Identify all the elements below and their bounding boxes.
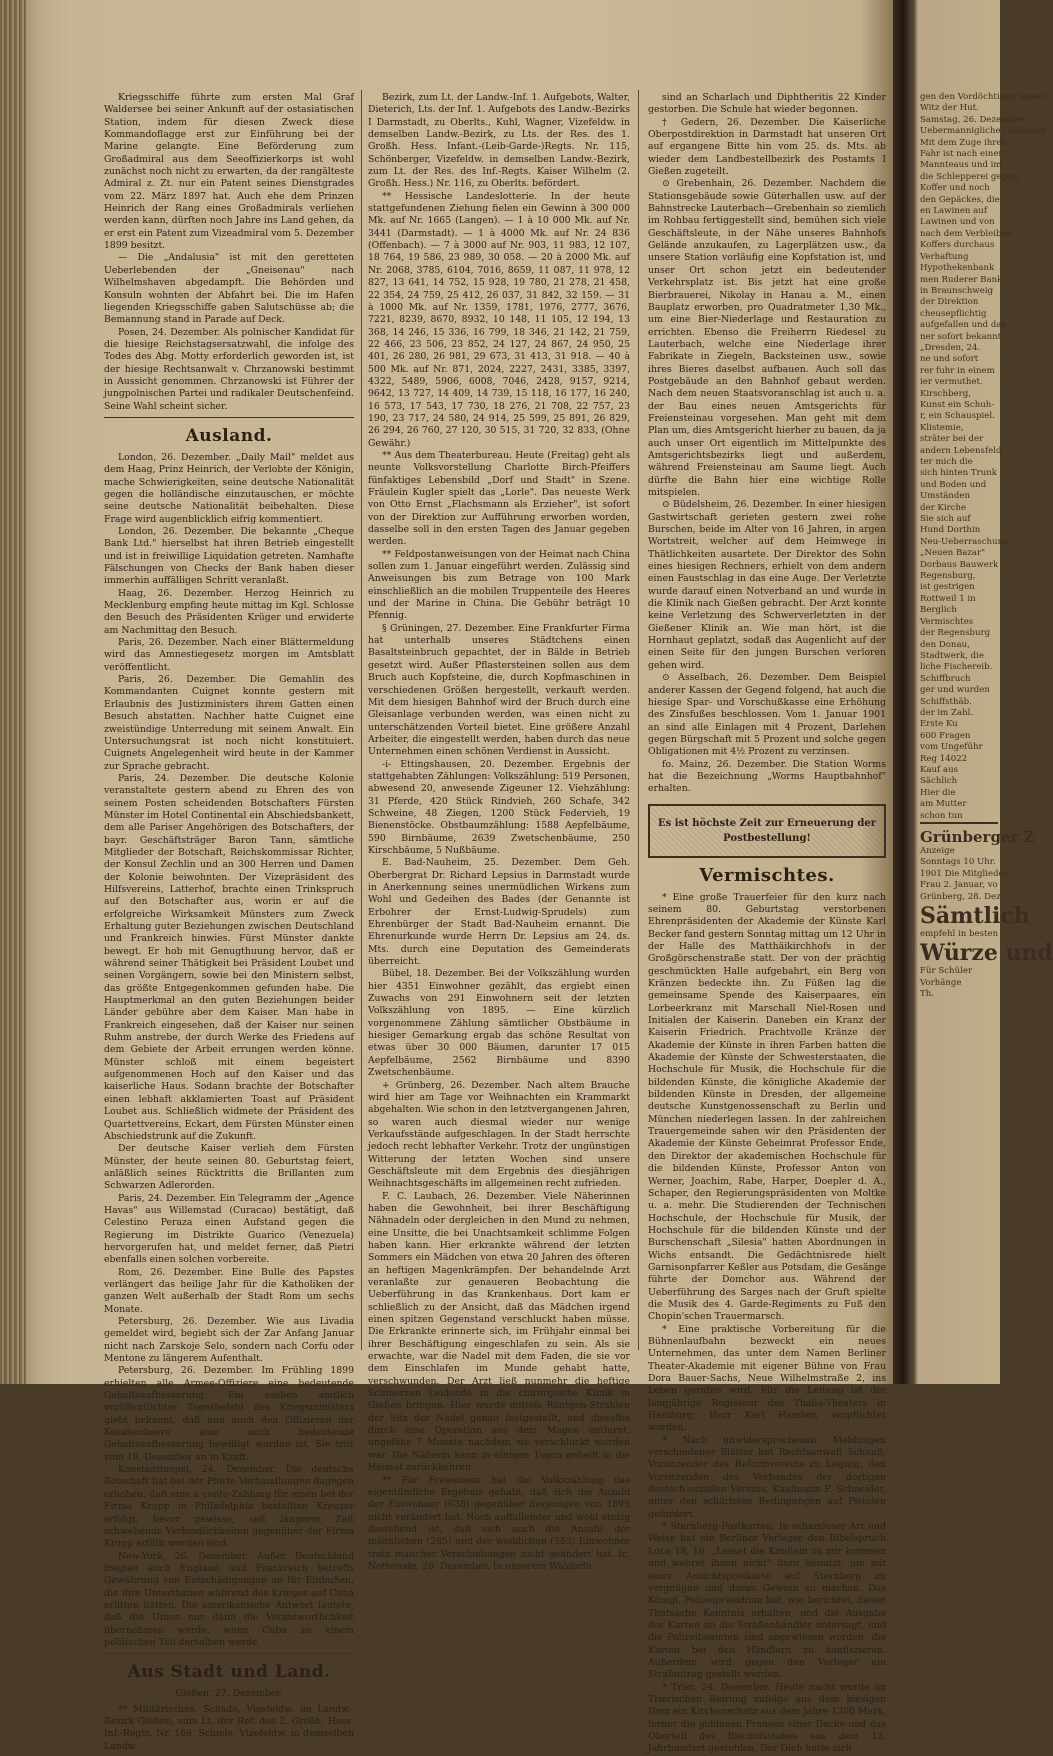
section-heading-vermischtes: Vermischtes. [699,864,835,886]
next-page-text-line: Uebermannigliche Gebrauch [920,126,1046,137]
next-page-text-line: Vorhänge [920,977,962,988]
next-page-text-line: Hier die [920,787,956,798]
column-4-next-page [920,92,1053,1342]
section-heading-stadt-und-land: Aus Stadt und Land. [127,1662,331,1683]
next-page-text-line: Hund Dorthin [920,525,981,536]
next-page-text-line: Schiffsthäb. [920,696,972,707]
next-page-text-line: ner sofort bekannt. [920,331,1004,342]
article-paragraph: * Eine große Trauerfeier für den kurz nach seinem 80. Geburtstag verstorbenen Ehrenpräsidenten der Akademie der Künste Karl Becker fand gestern Sonntag mittag um 12 Uhr in der Halle des Matthäikirchhofs in der Großgörschenstraße statt. Der von der prächtig geschmückten Halle aufgebahrt, ein Berg von Kränzen bedeckte ihn. Zu Füßen lag die gemeinsame Spende des Kaiserpaares, ein Lorbeerkranz mit Marschall Niel-Rosen und Initialen der Kaiserin. Daneben ein Kranz der Kaiserin Friedrich. Prachtvolle Kränze der Akademie der Künste in ihren Farben hatten die Akademie der Künste der Schwesterstaaten, die Hochschule für Musik, die Hochschule für die bildenden Künste, die königliche Akademie der bildenden Künste in Dresden, der allgemeine deutsche Kunstgenossenschaft zu Berlin und München niederlegen lassen. In der zahlreichen Trauergemeinde sahen wir den Präsidenten der Akademie der Künste Geheimrat Professor Ende, den Direktor der akademischen Hochschule für die bildenden Künste, Professor Anton von Werner, Joachim, Rabe, Harper, Doepler d. A., Schaper, den Regierungspräsidenten von Moltke u. a. mehr. Die Studierenden der Technischen Hochschule, der Hochschule für Musik, der Hochschule für die bildenden Künste und der Burschenschaft „Silesia" hatten Abordnungen in Wichs entsandt. Die Gedächtnisrede hielt Garnisonpfarrer Keßler aus Potsdam, die Gesänge führte der Domchor aus. Während der Ueberführung des Sarges nach der Gruft spielte die Musik des 4. Garde-Regiments zu Fuß den Chopin'schen Trauermarsch. [648,891,886,1323]
next-page-text-line: die Schlepperei gegen [920,171,1018,182]
notice-text: Postbestellung! [723,832,811,844]
next-page-text-line: sich hinten Trunk [920,468,997,479]
article-paragraph: * Sternberg-Postkarten. In schamloser Art und Weise hat ein Berliner Verleger den Bibelspruch Luca 18, 16: „Lasset die Kindlein zu mir kommen und wehret ihnen nicht" dazu benutzt, um mit einer Ansichtspostkarte auf Sternberg zu vergnügen und daran Gewinn zu machen. Das Königl. Polizeipräsidium hat, wie berichtet, dieser Thatsache Kenntnis erhalten, und die Ausgabe der Karten an die Straßenhändler untersagt, und die Polizeibeamten sind angewiesen worden, die Karten bei den Händlern zu konfiszieren. Außerdem wird gegen den Verleger ein Strafantrag gestellt werden. [648,1521,886,1681]
next-page-text-line: Frau 2. Januar, vo [920,880,998,891]
article-paragraph: Konstantinopel, 24. Dezember. Die deutsche Botschaft hat bei der Pforte Verhandlungen dagegen erhoben, daß eine a conto-Zahlung für einen bei der Firma Krupp in Philadelphia bestellten Kreuzer erfolgt, bevor gewisse, seit längerer Zeit schwebende Verbindlichkeiten gegenüber der Firma Krupp erfüllt worden sind. [104,1464,354,1550]
next-page-text-line: Grünberg, 28. Dez [920,891,1001,902]
next-page-text-line: Fahr ist nach einer [920,149,1003,160]
next-page-text-line: den Donau, [920,639,970,650]
article-paragraph: -i- Ettingshausen, 20. Dezember. Ergebnis der stattgehabten Zählungen: Volkszählung: 519 Personen, abwesend 20, anwesende Zigeuner 12. Viehzählung: 31 Pferde, 420 Stück Rindvieh, 260 Schafe, 342 Schweine, 48 Ziegen, 1200 Stück Federvieh, 19 Bienenstöcke. Obstbaumzählung: 1588 Aepfelbäume, 590 Birnbäume, 2639 Zwetschenbäume, 250 Kirschbäume, 5 Nußbäume. [368,758,630,856]
next-page-text-line: der Regensburg [920,628,991,639]
next-page-text-line: nach dem Verbleiben [920,228,1013,239]
next-page-text-line: der im Zahl. [920,707,974,718]
article-paragraph: ** Hessische Landeslotterie. In der heute stattgefundenen Ziehung fielen ein Gewinn à 300 000 Mk. auf Nr. 1665 (Langen). — 1 à 10 000 Mk. auf Nr. 3441 (Darmstadt). — 1 à 4000 Mk. auf Nr. 24 836 (Offenbach). — 7 à 3000 auf Nr. 903, 11 983, 12 107, 18 764, 19 586, 23 989, 30 058. — 20 à 2000 Mk. auf Nr. 2068, 3785, 6104, 7016, 8659, 11 087, 11 978, 12 827, 13 641, 14 752, 15 928, 19 780, 21 278, 21 458, 22 354, 24 759, 25 412, 26 037, 31 842, 32 159. — 31 à 1000 Mk. auf Nr. 1359, 1781, 1976, 2777, 3676, 7221, 8239, 8670, 8932, 10 148, 11 105, 12 194, 13 368, 14 246, 15 336, 16 799, 18 346, 21 142, 21 759, 22 466, 23 506, 23 852, 24 127, 24 867, 24 950, 25 401, 26 280, 26 981, 29 673, 31 413, 31 918. — 40 à 500 Mk. auf Nr. 871, 2024, 2227, 2431, 3385, 3397, 4322, 5489, 5906, 6008, 7046, 2428, 9157, 9214, 9642, 13 727, 14 409, 14 739, 15 118, 16 177, 16 240, 16 573, 17 543, 17 730, 18 276, 21 708, 22 757, 23 190, 23 717, 24 580, 24 914, 25 599, 25 891, 26 829, 26 294, 26 760, 27 120, 30 515, 31 720, 32 833, (Ohne Gewähr.) [368,190,630,449]
article-paragraph: ⊙ Asselbach, 26. Dezember. Dem Beispiel anderer Kassen der Gegend folgend, hat auch die hiesige Spar- und Vorschußkasse eine Erhöhung des Zinsfußes beschlossen. Vom 1. Januar 1901 an sind alle Einlagen mit 4 Prozent, Darlehen gegen Bürgschaft mit 5 Prozent und solche gegen Obligationen mit 4½ Prozent zu verzinsen. [648,672,886,758]
article-paragraph: F. C. Laubach, 26. Dezember. Viele Näherinnen haben die Gewohnheit, bei ihrer Beschäftigung Nähnadeln oder dergleichen in den Mund zu nehmen, eine Unsitte, die bei Unachtsamkeit schlimme Folgen haben kann. Hier erkrankte während der letzten Sommers ein Mädchen von etwa 20 Jahren des öfteren an heftigen Magenkrämpfen. Der behandelnde Arzt veranlaßte zur genaueren Beobachtung die Ueberführung in das Krankenhaus. Dort kam er schließlich zu der Ansicht, daß das Mädchen irgend einen spitzen Gegenstand verschluckt haben müsse. Die Erkrankte erinnerte sich, im Frühjahr einmal bei ihrer Beschäftigung eingeschlafen zu sein. Als sie erwachte, war die Nadel mit dem Faden, die sie vor dem Einschlafen im Munde gehabt hatte, verschwunden. Der Arzt ließ nunmehr die heftige Schmerzen Leidende in die chirurgische Klinik in Gießen bringen. Hier wurde mittels Röntgen-Strahlen der Sitz der Nadel genau festgestellt, und dieselbe durch eine Operation aus dem Magen entfernt, ungefähr 7 Monate nachdem sie verschluckt worden war. Die Näherin kann in einigen Tagen geheilt in die Heimat zurückkehren. [368,1190,630,1474]
next-page-text-line: Sonntags 10 Uhr. [920,857,996,868]
article-paragraph: Rom, 26. Dezember. Eine Bulle des Papstes verlängert das heilige Jahr für die Katholiken der ganzen Welt außerhalb der Stadt Rom um sechs Monate. [104,1266,354,1315]
next-page-text-line: Sämtlich [920,903,1030,930]
article-paragraph: E. Bad-Nauheim, 25. Dezember. Dem Geh. Oberbergrat Dr. Richard Lepsius in Darmstadt wurde in Anerkennung seines unermüdlichen Wirkens zum Wohl und Gedeihen des Bades (der Genannte ist Erbohrer der Ernst-Ludwig-Sprudels) zum Ehrenbürger der Stadt Bad-Nauheim ernannt. Die Ehrenurkunde wurde Herrn Dr. Lepsius am 24. ds. Mts. durch eine Deputation des Gemeinderats überreicht. [368,857,630,968]
next-page-text-line: Hypothekenbank [920,263,995,274]
next-page-text-line: vom Ungeführ [920,742,983,753]
next-page-text-line: Rottweil 1 in [920,593,976,604]
next-page-text-line: und Boden und [920,479,987,490]
next-page-text-line: Verhaftung [920,251,969,262]
next-page-text-line: Stadtwerk, die [920,650,984,661]
next-page-text-line: men Ruderer Bank [920,274,1003,285]
next-page-text-line: Th. [920,989,934,1000]
next-page-text-line: der Direktion [920,297,979,308]
next-page-text-line: Koffers durchaus [920,240,995,251]
next-page-text-line: Erste Ku [920,719,958,730]
next-page-text-line: Kirschberg, [920,388,971,399]
next-page-text-line: schon tun [920,810,963,821]
next-page-text-line: Anzeige [920,846,955,856]
next-page-text-line: Grünberger Z [920,822,998,846]
article-paragraph: Paris, 24. Dezember. Die deutsche Kolonie veranstaltete gestern abend zu Ehren des von seinem Posten scheidenden Botschafters Fürsten Münster im Hotel Continental ein Abschiedsbankett, dem alle Pariser Angehörigen des Botschafters, der bayr. Geschäftsträger Baron Tann, sämtliche Mitglieder der Botschaft, Reichskommissar Richter, der Konsul Zechlin und an 300 Herren und Damen der Kolonie beiwohnten. Der Vizepräsident des Hilfsvereins, Latterhof, brachte einen Trinkspruch auf den Botschafter aus, worin er auf die erfolgreiche Wirksamkeit Münsters zum Zweck Erhaltung guter Beziehungen zwischen Deutschland und Frankreich hinwies. Fürst Münster dankte bewegt. Er hob mit Genugthuung hervor, daß er während seiner Thätigkeit bei Präsident Loubet und seinen Vorgängern, sowie bei den Ministern selbst, das größte Entgegenkommen gefunden habe. Die Hauptmerkmal an den guten Beziehungen beider Länder gebühre aber dem Kaiser. Man habe in Frankreich eingesehen, daß der Kaiser nur seinen Ruhm anstrebe, der durch Werke des Friedens auf dem Gebiete der Arbeit errungen werden könne. Münster schloß mit einem begeistert aufgenommenen Hoch auf den Kaiser und das kaiserliche Haus. Sodann brachte der Botschafter einen lebhaft akklamierten Toast auf Präsident Loubet aus. Schließlich widmete der Präsident des Quartettvereins, Eckart, dem Fürsten Münster einen Abschiedstrunk auf die Zukunft. [104,772,354,1142]
next-page-text-line: Regensburg, [920,571,976,582]
article-paragraph: Paris, 24. Dezember. Ein Telegramm der „Agence Havas" aus Willemstad (Curacao) bestätigt, daß Celestino Peraza einen Aufstand gegen die Regierung im Distrikte Guarico (Venezuela) hervorgerufen hat, und meldet ferner, daß Pietri ebenfalls einen solchen vorbereite. [104,1192,354,1266]
article-paragraph: ** Für Freienseen hat die Volkszählung das eigentümliche Ergebnis gehabt, daß sich die Anzahl der Einwohner (638) gegenüber derjenigen von 1895 nicht verändert hat. Noch auffallender und wohl einzig dastehend ist, daß sich auch die Anzahl der männlichen (285) und der weiblichen (353) Einwohner trotz mancher Verschiebungen nicht geändert hat. fc. Notterode, 26. Dezember. In unserem Waldorfe [368,1474,630,1572]
next-page-text-line: sträter bei der [920,434,984,445]
next-page-text-line: Klistemie, [920,422,964,433]
divider [104,1653,354,1654]
next-page-text-line: den Gepäckes, die [920,194,1000,205]
divider [104,417,354,418]
next-page-text-line: ier vermuthet. [920,377,983,388]
next-page-text-line: Kauf aus [920,764,959,775]
article-paragraph: † Gedern, 26. Dezember. Die Kaiserliche Oberpostdirektion in Darmstadt hat unseren Ort auf ergangene Bitte hin vom 25. ds. Mts. ab wieder dem Landbestellbezirk des Postamts I Gießen zugeteilt. [648,116,886,178]
next-page-text-line: liche Fischereib. [920,662,993,673]
column-1 [104,92,354,1752]
article-paragraph: London, 26. Dezember. „Daily Mail" meldet aus dem Haag, Prinz Heinrich, der Verlobte der Königin, mache Schwierigkeiten, seine deutsche Nationalität gegen die holländische einzutauschen, er möchte seine deutsche Nationalität beibehalten. Diese Frage wird augenblicklich eifrig kommentiert. [104,451,354,525]
article-paragraph: Posen, 24. Dezember. Als polnischer Kandidat für die hiesige Reichstagsersatzwahl, die infolge des Todes des Abg. Motty erforderlich geworden ist, ist der hiesige Rechtsanwalt v. Chrzanowski bestimmt in Aussicht genommen. Chrzanowski ist Führer der jungpolnischen Partei und radikaler Deutschenfeind. Seine Wahl scheint sicher. [104,326,354,412]
article-paragraph: Bezirk, zum Lt. der Landw.-Inf. 1. Aufgebots, Walter, Dieterich, Lts. der Inf. 1. Aufgebots des Landw.-Bezirks I Darmstadt, zu Oberlts., Kuhl, Wagner, Vizefeldw. in demselben Landw.-Bezirk, zu Lts. der Res. des 1. Großh. Hess. Infant.-(Leib-Garde-)Regts. Nr. 115, Schönberger, Vizefeldw. in demselben Landw.-Bezirk, zum Lt. der Res. des Inf.-Regts. Kaiser Wilhelm (2. Großh. Hess.) Nr. 116, zu Oberlts. befördert. [368,92,630,190]
page-edge [0,0,26,1384]
subscription-notice-box [648,804,886,858]
column-2 [368,92,630,1572]
next-page-text-line: aufgefallen und das [920,320,1006,331]
article-paragraph: * Eine praktische Vorbereitung für die Bühnenlaufbahn bezweckt ein neues Unternehmen, das unter dem Namen Berliner Theater-Akademie mit eigener Bühne von Frau Dora Bauer-Sachs, Neue Wilhelmstraße 2, ins Leben gerufen wird. Für die Leitung ist der langjährige Regisseur des Thalia-Theaters in Hamburg, Herr Karl Hamber, verpflichtet worden. [648,1323,886,1434]
next-page-text-line: Mannteaus und im [920,160,1002,171]
article-paragraph: ** Militärisches. Schade, Vizefeldw. im Landw.-Bezirk Gießen, zum Lt. der Ref. des 2. Großh. Hess. Inf.-Regts. Nr. 168, Schiele, Vizefeldw. in demselben Landw.- [104,1703,354,1752]
notice-text: Es ist höchste Zeit zur Erneuerung der [658,817,876,829]
column-3 [648,92,886,1755]
next-page-text-line: empfehl in besten [920,929,999,940]
next-page-text-line: cheusepflichtig [920,308,987,319]
article-paragraph: Paris, 26. Dezember. Die Gemahlin des Kommandanten Cuignet konnte gestern mit Erlaubnis des Justizministers ihrem Gatten einen Besuch abstatten. Nachher hatte Cuignet eine zweistündige Unterredung mit seinem Anwalt. Ein Untersuchungsrat ist noch nicht konstituiert. Cuignets Angelegenheit wird heute in der Kammer zur Sprache gebracht. [104,674,354,772]
next-page-text-line: Sächlich [920,776,958,787]
column-rule [361,90,362,1350]
next-page-text-line: andern Lebensfeld [920,445,1002,456]
column-rule [638,90,639,1350]
next-page-text-line: Für Schüler [920,966,973,977]
next-page-text-line: Dorbaus Bauwerk [920,559,999,570]
article-paragraph: fo. Mainz, 26. Dezember. Die Station Worms hat die Bezeichnung „Worms Hauptbahnhof" erhalten. [648,758,886,795]
article-paragraph: * Nach unwidersprochenen Meldungen verschiedener Blätter hat Rechtsanwalt Schauß, Vorsitzender des Reformvereins zu Leipzig, den Vorsitzenden des Verbandes der dortigen deutsch-sozialen Vereins, Kaufmann F. Schneider, unter den schärfsten Bedingungen auf Pistolen gefordert. [648,1434,886,1520]
next-page-text-line: am Mutter [920,799,967,810]
article-paragraph: Haag, 26. Dezember. Herzog Heinrich zu Mecklenburg empfing heute mittag im Kgl. Schlosse den Besuch des Präsidenten Krüger und erwiderte am Nachmittag den Besuch. [104,587,354,636]
article-paragraph: Kriegsschiffe führte zum ersten Mal Graf Waldersee bei seiner Ankunft auf der ostasiatischen Station, indem für diesen Zweck diese Kommandoflagge erst zur Einführung bei der Marine gelangte. Eine Beförderung zum Großadmiral aus dem Seeoffizierkorps ist wohl zunächst noch nicht zu erwarten, da der rangälteste Admiral z. Zt. nur ein Patent seines Dienstgrades vom 22. März 1897 hat. Auch ehe dem Prinzen Heinrich der Rang eines Großadmirals verliehen werden kann, dürften noch Jahre ins Land gehen, da er erst ein Patent zum Vizeadmiral vom 5. Dezember 1899 besitzt. [104,92,354,252]
next-page-text-line: Neu-Ueberraschung [920,536,1009,547]
next-page-text-line: Vermischtes [920,616,974,627]
article-paragraph: ⊙ Grebenhain, 26. Dezember. Nachdem die Stationsgebäude sowie Güterhallen usw. auf der Bahnstrecke Lauterbach—Grebenhain so ziemlich im Rohbau fertiggestellt sind, bemühen sich viele Geschäftsleute, in der Nähe unseres Bahnhofs Gelände anzukaufen, zu Lagerplätzen usw., da unsere Station vorläufig eine Kopfstation ist, und unser Ort schon jetzt ein bedeutender Verkehrsplatz ist. Bis jetzt hat eine große Bierbrauerei, Nikolay in Hanau a. M., einen Bauplatz erworben, pro Quadratmeter 1,30 Mk., um eine Bier-Niederlage und Restauration zu errichten. Ebenso die Freiherrn Riedesel zu Lauterbach, welche eine Niederlage ihrer Fabrikate in Ziegeln, Backsteinen usw., sowie ihres Bieres daselbst aufbauen. Auch soll das Postgebäude an den Bahnhof gebaut werden. Nach dem neuen Staatsvoranschlag ist auch u. a. der Bau eines neuen Amtsgerichts für Freiensteinau vorgesehen. Man geht mit dem Plan um, dies Amtsgericht hierher zu bauen, da ja auch unser Ort eigentlich im Mittelpunkte des Amtsgerichtsbezirks liegt und außerdem, während Freiensteinau am Saume liegt. Auch dürfte die Bahn hier eine wichtige Rolle mitspielen. [648,178,886,498]
next-page-text-line: Mit dem Zuge ihres [920,137,1006,148]
article-paragraph: Der deutsche Kaiser verlieh dem Fürsten Münster, der heute seinen 80. Geburtstag feiert, anläßlich seines Rücktritts die Brillanten zum Schwarzen Adlerorden. [104,1143,354,1192]
article-paragraph: ** Aus dem Theaterbureau. Heute (Freitag) geht als neunte Volksvorstellung Charlotte Birch-Pfeiffers fünfaktiges Lebensbild „Dorf und Stadt" in Szene. Fräulein Kugler spielt das „Lorle". Das neueste Werk von Otto Ernst „Flachsmann als Erzieher", ist sofort von der Direktion zur Aufführung erworben worden, dasselbe soll in den ersten Tagen des Januar gegeben werden. [368,449,630,548]
next-page-text-line: ter mich die [920,457,973,467]
next-page-text-line: rer fuhr in einem [920,365,995,376]
article-paragraph: — Die „Andalusia" ist mit den geretteten Ueberlebenden der „Gneisenau" nach Wilhelmshaven abgedampft. Die Behörden und Konsuln wohnten der Abfahrt bei. Die im Hafen liegenden Kriegsschiffe gaben Salutschüsse ab; die Bemannung stand in Parade auf Deck. [104,252,354,326]
binding-gutter [893,0,913,1384]
next-page-text-line: „Dresden, 24. [920,342,981,353]
article-paragraph: Bübel, 18. Dezember. Bei der Volkszählung wurden hier 4351 Einwohner gezählt, das ergiebt einen Zuwachs von 291 Einwohnern seit der letzten Volkszählung von 1895. — Eine kürzlich vorgenommene Zählung sämtlicher Obstbäume in hiesiger Gemarkung ergab das schöne Resultat von etwas über 30 000 Bäumen, darunter 17 015 Aepfelbäume, 2562 Birnbäume und 8390 Zwetschenbäume. [368,968,630,1079]
article-paragraph: London, 26. Dezember. Die bekannte „Cheque Bank Ltd." hierselbst hat ihren Betrieb eingestellt und ist in freiwillige Liquidation getreten. Namhafte Fälschungen von Checks der Bank haben dieser immerhin auffälligen Schritt veranlaßt. [104,526,354,587]
next-page-text-line: „Neuen Bazar" [920,548,986,559]
next-page-text-line: gen den Vordöchtigen lassen [920,92,1046,102]
next-page-text-line: Witz der Hut. [920,103,979,114]
article-paragraph: § Grüningen, 27. Dezember. Eine Frankfurter Firma hat unterhalb unseres Städtchens einen Basaltsteinbruch gepachtet, der in Bälde in Betrieb gesetzt wird. Außer Pflastersteinen sollen aus dem Bruch auch Kopfsteine, die, durch Kopfmaschinen in verschiedenen Größen hergestellt, verkauft werden. Mit dem hiesigen Bahnhof wird der Bruch durch eine Gleisanlage verbunden werden, was einen nicht zu unterschätzenden Vorteil bietet. Eine größere Anzahl Arbeiter, die eingestellt werden, haben durch das neue Unternehmen einen schönen Verdienst in Aussicht. [368,622,630,758]
next-page-text-line: Reg 14022 [920,753,968,764]
article-paragraph: Paris, 26. Dezember. Nach einer Blättermeldung wird das Amnestiegesetz morgen im Amtsblatt veröffentlicht. [104,637,354,673]
next-page-text-line: in Braunschweig [920,285,994,296]
next-page-text-line: Koffer und noch [920,183,990,194]
next-page-text-line: Würze und [920,940,1053,967]
next-page-text-line: en Lawinen auf [920,206,988,217]
article-paragraph: Petersburg, 26. Dezember. Wie aus Livadia gemeldet wird, begiebt sich der Zar Anfang Januar nicht nach Zarskoje Selo, sondern nach Corfu oder Mentone zu längerem Aufenthalt. [104,1316,354,1365]
next-page-text-line: ger und wurden [920,685,990,696]
next-page-text-line: ist gestrigen [920,582,975,593]
next-page-text-line: Berglich [920,605,957,616]
next-page-text-line: ne und sofort [920,354,979,365]
dateline: Gießen, 27. Dezember. [175,1688,283,1700]
article-paragraph: ** Feldpostanweisungen von der Heimat nach China sollen zum 1. Januar eingeführt werden. Zulässig sind Anweisungen bis zum Betrage von 100 Mark einschließlich an die mobilen Truppenteile des Heeres und der Marine in China. Die Gebühr beträgt 10 Pfennig. [368,548,630,622]
next-page-text-line: Samstag, 26. Dezember. [920,114,1026,125]
next-page-text-line: Sie sich auf [920,514,971,525]
article-paragraph: sind an Scharlach und Diphtheritis 22 Kinder gestorben. Die Schule hat wieder begonnen. [648,92,886,116]
next-page-text-line: 1901 Die Mitglieder [920,868,1008,879]
article-paragraph: + Grünberg, 26. Dezember. Nach altem Brauche wird hier am Tage vor Weihnachten ein Krammarkt abgehalten. Wie schon in den letztvergangenen Jahren, so waren auch diesmal wieder nur wenige Verkaufsstände aufgeschlagen. In der Stadt herrschte jedoch recht lebhafter Verkehr. Trotz der ungünstigen Witterung der letzten Wochen sind unsere Geschäftsleute mit dem Ergebnis des diesjährigen Weihnachtsgeschäfts im allgemeinen recht zufrieden. [368,1079,630,1190]
article-paragraph: ⊙ Büdelsheim, 26. Dezember. In einer hiesigen Gastwirtschaft gerieten gestern zwei rohe Burschen, beide im Alter von 16 Jahren, in argen Wortstreit, welcher auf dem Heimwege in Thätlichkeiten ausartete. Der Direktor des Sohn eines hiesigen Rechners, erhielt von dem andern einen Faustschlag in das eine Auge. Der Verletzte wurde darauf einen Notverband an und wurde in die Klinik nach Gießen gebracht. Der Arzt konnte keine Verletzung des Schwerverletzten in der Gießener Klinik an. Wie man hört, ist die Hornhaut geplatzt, sodaß das Augenlicht auf der einen Seite für den jungen Burschen verloren gehen wird. [648,499,886,671]
next-page-text-line: 600 Fragen [920,730,971,741]
next-page-text-line: Kunst ein Schuh- [920,399,995,410]
next-page-text-line: der Kirche [920,502,967,513]
next-page-text-line: Umständen [920,491,971,502]
next-page-text-line: Schiffbruch [920,673,971,684]
section-heading-ausland: Ausland. [185,425,273,446]
article-paragraph: New-York, 26. Dezember. Außer Deutschland fragten auch England und Frankreich betreffs Gewährung von Entschädigungen an für Einbußen, die ihre Unterthanen während des Krieges auf Cuba erlitten hätten. Die amerikanische Antwort lautete, daß die Union nur dann die Verantwortlichkeit übernehmen werde, wenn Cuba zu einem politischen Teil derselben werde. [104,1550,354,1648]
article-paragraph: * Trier, 24. Dezember. Heute nacht wurde im Trierischen Beirung zufolge aus dem hiesigen Dom ein Kirchenschatz aus dem Jahre 1300 Mark, ferner die goldenen Fransen einer Decke und das Oberteil des Bischofsstabes aus dem 13. Jahrhundert gestohlen. Der Dieb hatte sich [648,1681,886,1755]
next-page-text-line: Lawinen und von [920,217,995,228]
next-page-text-line: r, ein Schauspiel. [920,411,995,422]
article-paragraph: Petersburg, 26. Dezember. Im Frühling 1899 erhielten alle Armee-Offiziere eine bedeutende Gehaltsaufbesserung. Ein soeben amtlich veröffentlichter Tagesbefehl des Kriegsministers giebt bekannt, daß nun auch den Offizieren der Kosakenheere eine noch bedeutende Gehaltsaufbesserung bewilligt worden ist. Sie tritt vom 19. Dezember an in Kraft. [104,1365,354,1463]
